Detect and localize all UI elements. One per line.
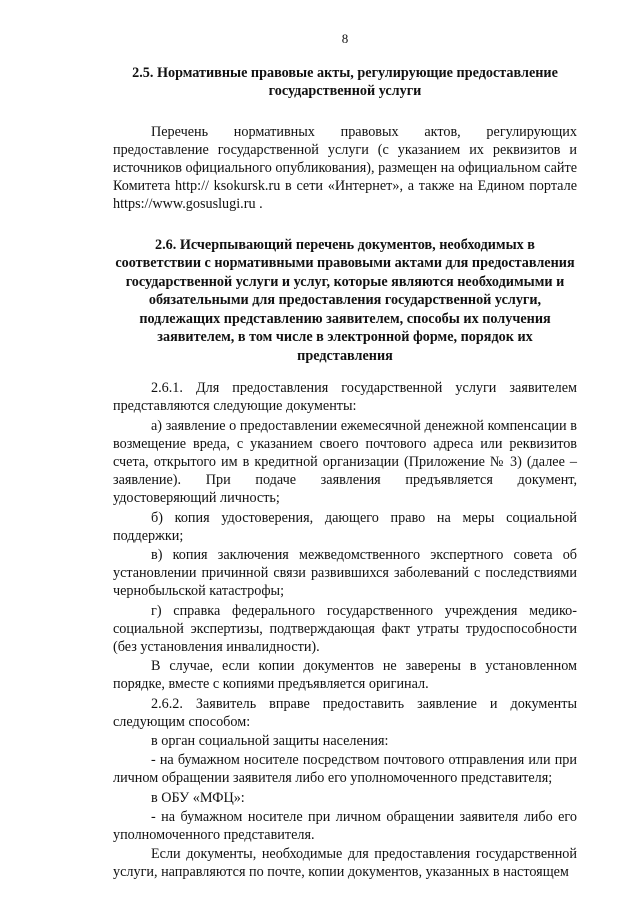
paragraph-2-6-1: 2.6.1. Для предоставления государственной услуги заявителем представляются следующие документы: xyxy=(113,380,577,415)
list-item-g: г) справка федерального государственного учреждения медико-социальной экспертизы, подтверждающая факт утраты трудоспособности (без установления инвалидности). xyxy=(113,602,577,655)
list-item-v: в) копия заключения межведомственного экспертного совета об установлении причинной связи развившихся заболеваний с последствиями чернобыльской катастрофы; xyxy=(113,546,577,600)
paragraph-copies-note: В случае, если копии документов не заверены в установленном порядке, вместе с копиями предъявляется оригинал. xyxy=(113,658,577,693)
section-2-5-paragraph: Перечень нормативных правовых актов, регулирующих предоставление государственной услуги (с указанием их реквизитов и источников официального опубликования), размещен на официальном сайте Комитета http:// ksokursk.ru в сети «Интернет», а также на Едином портале https://www.gosuslugi.ru . xyxy=(113,123,577,213)
paragraph-paper-mail: - на бумажном носителе посредством почтового отправления или при личном обращении заявителя либо его уполномоченного представителя; xyxy=(113,752,577,787)
paragraph-postal-documents: Если документы, необходимые для предоставления государственной услуги, направляются по почте, копии документов, указанных в настоящем xyxy=(113,846,577,881)
paragraph-mfc: в ОБУ «МФЦ»: xyxy=(151,789,245,806)
section-2-5-heading: 2.5. Нормативные правовые акты, регулирующие предоставление государственной услуги xyxy=(132,65,558,100)
section-2-6-heading: 2.6. Исчерпывающий перечень документов, необходимых в соответствии с нормативными правовыми актами для предоставления государственной услуги и услуг, которые являются необходимыми и обязательными для предоставления государственной услуги, подлежащих представлению заявителем, способы их получения заявителем, в том числе в электронной форме, порядок их представления xyxy=(115,236,575,364)
document-page xyxy=(113,30,577,883)
list-item-a: а) заявление о предоставлении ежемесячной денежной компенсации в возмещение вреда, с указанием своего почтового адреса или реквизитов счета, открытого им в кредитной организации (Приложение № 3) (далее – заявление). При подаче заявления предъявляется документ, удостоверяющий личность; xyxy=(113,417,577,507)
page-number: 8 xyxy=(341,31,349,46)
paragraph-paper-personal: - на бумажном носителе при личном обращении заявителя либо его уполномоченного представителя. xyxy=(113,808,577,843)
paragraph-social-protection-body: в орган социальной защиты населения: xyxy=(151,732,389,749)
list-item-b: б) копия удостоверения, дающего право на меры социальной поддержки; xyxy=(113,509,577,544)
paragraph-2-6-2: 2.6.2. Заявитель вправе предоставить заявление и документы следующим способом: xyxy=(113,695,577,730)
